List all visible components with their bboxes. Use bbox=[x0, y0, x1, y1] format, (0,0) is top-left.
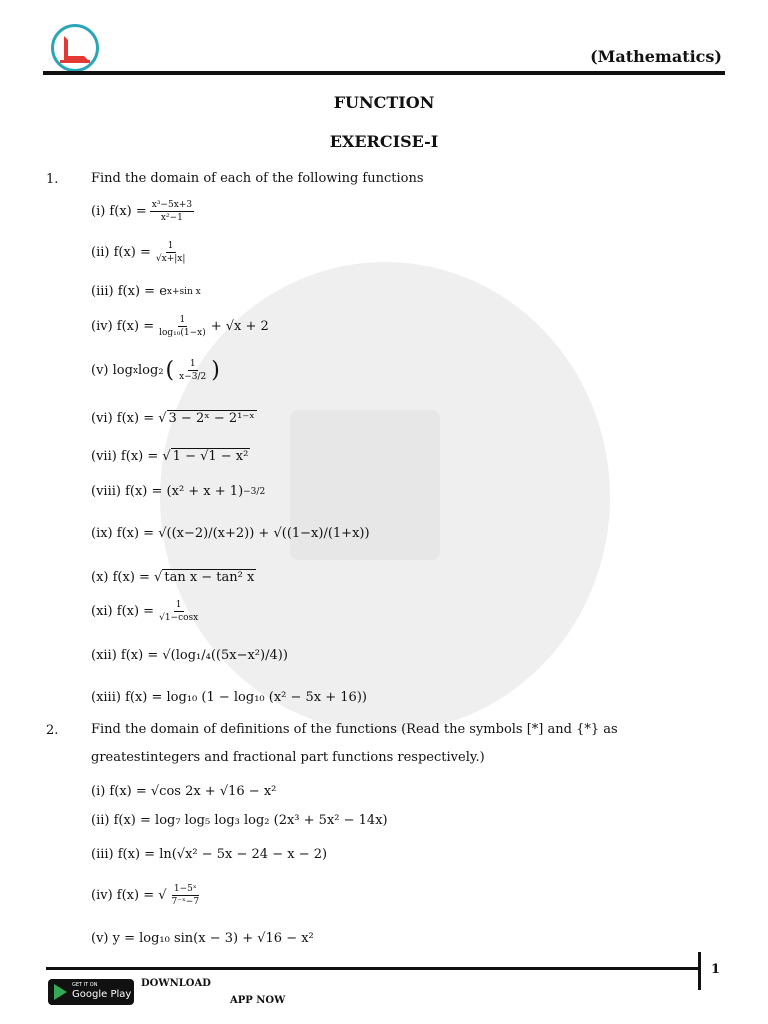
fraction: $\frac{\text{x³−5x+3}}{\text{x²−1}}$ bbox=[151, 200, 193, 223]
list-item: (i) f(x) = $\frac{\text{x³−5x+3}}{\text{x²−1}}$ bbox=[91, 200, 193, 223]
fraction: $\frac{1}{√1-\cos x}$ bbox=[159, 600, 199, 623]
download-label: DOWNLOAD bbox=[141, 978, 211, 989]
footer-rule bbox=[46, 967, 700, 970]
logo-mark-icon bbox=[64, 36, 88, 60]
question-number: 2. bbox=[46, 723, 59, 738]
subject-label: (Mathematics) bbox=[590, 47, 722, 66]
fraction: $\frac{1}{\text{log₁₀(1−x)}}$ bbox=[159, 315, 206, 338]
list-item: (iii) f(x) = e x+sin x bbox=[91, 284, 201, 299]
list-item: (vii) f(x) = √ 1 − √1 − x² bbox=[91, 448, 249, 464]
question-text: Find the domain of definitions of the functions (Read the symbols [*] and {*} as greatestintegers and fractional part functions respectively.) bbox=[91, 722, 618, 765]
list-item: (ix) f(x) = √((x−2)/(x+2)) + √((1−x)/(1+x)) bbox=[91, 526, 370, 541]
list-item: (iii) f(x) = ln(√x² − 5x − 24 − x − 2) bbox=[91, 847, 328, 862]
play-store-icon bbox=[54, 984, 67, 1000]
brand-logo bbox=[51, 24, 99, 72]
fraction: $\frac{\text{1−5ˣ}}{\text{7⁻ˣ−7}}$ bbox=[171, 884, 200, 907]
page-title: FUNCTION bbox=[333, 93, 435, 112]
list-item: (xi) f(x) = $\frac{1}{√1-\cos x}$ bbox=[91, 600, 199, 623]
fraction: $\frac{1}{√x+|x|}$ bbox=[155, 241, 186, 264]
list-item: (xiii) f(x) = log₁₀ (1 − log₁₀ (x² − 5x + 16)) bbox=[91, 690, 367, 705]
fraction: $\frac{1}{x-3/2}$ bbox=[179, 359, 207, 382]
list-item: (x) f(x) = √ tan x − tan² x bbox=[91, 569, 255, 585]
list-item: (vi) f(x) = √ 3 − 2ˣ − 2¹⁻ˣ bbox=[91, 410, 255, 426]
question-text: Find the domain of each of the following functions bbox=[91, 171, 424, 186]
question-number: 1. bbox=[46, 172, 59, 187]
list-item: (ii) f(x) = $\frac{1}{√x+|x|}$ bbox=[91, 241, 186, 264]
header-rule bbox=[43, 71, 725, 75]
logo-tagline bbox=[60, 60, 90, 63]
list-item: (ii) f(x) = log₇ log₅ log₃ log₂ (2x³ + 5x² − 14x) bbox=[91, 813, 388, 828]
footer-divider bbox=[698, 952, 701, 990]
google-play-button[interactable]: GET IT ON Google Play bbox=[48, 979, 134, 1005]
list-item: (iv) f(x) = √ $\frac{\text{1−5ˣ}}{\text{7⁻ˣ−7}}$ bbox=[91, 884, 200, 907]
app-now-label: APP NOW bbox=[230, 995, 286, 1006]
list-item: (v) y = log₁₀ sin(x − 3) + √16 − x² bbox=[91, 931, 314, 946]
list-item: (iv) f(x) = $\frac{1}{\text{log₁₀(1−x)}}$ + √x + 2 bbox=[91, 315, 269, 338]
page-number: 1 bbox=[711, 962, 721, 977]
list-item: (xii) f(x) = √(log₁/₄((5x−x²)/4)) bbox=[91, 648, 288, 663]
list-item: (v) log x log₂ ( $\frac{1}{x-3/2}$ ) bbox=[91, 358, 220, 383]
list-item: (i) f(x) = √cos 2x + √16 − x² bbox=[91, 784, 277, 799]
exercise-title: EXERCISE-I bbox=[329, 132, 439, 151]
list-item: (viii) f(x) = (x² + x + 1) −3/2 bbox=[91, 484, 266, 499]
